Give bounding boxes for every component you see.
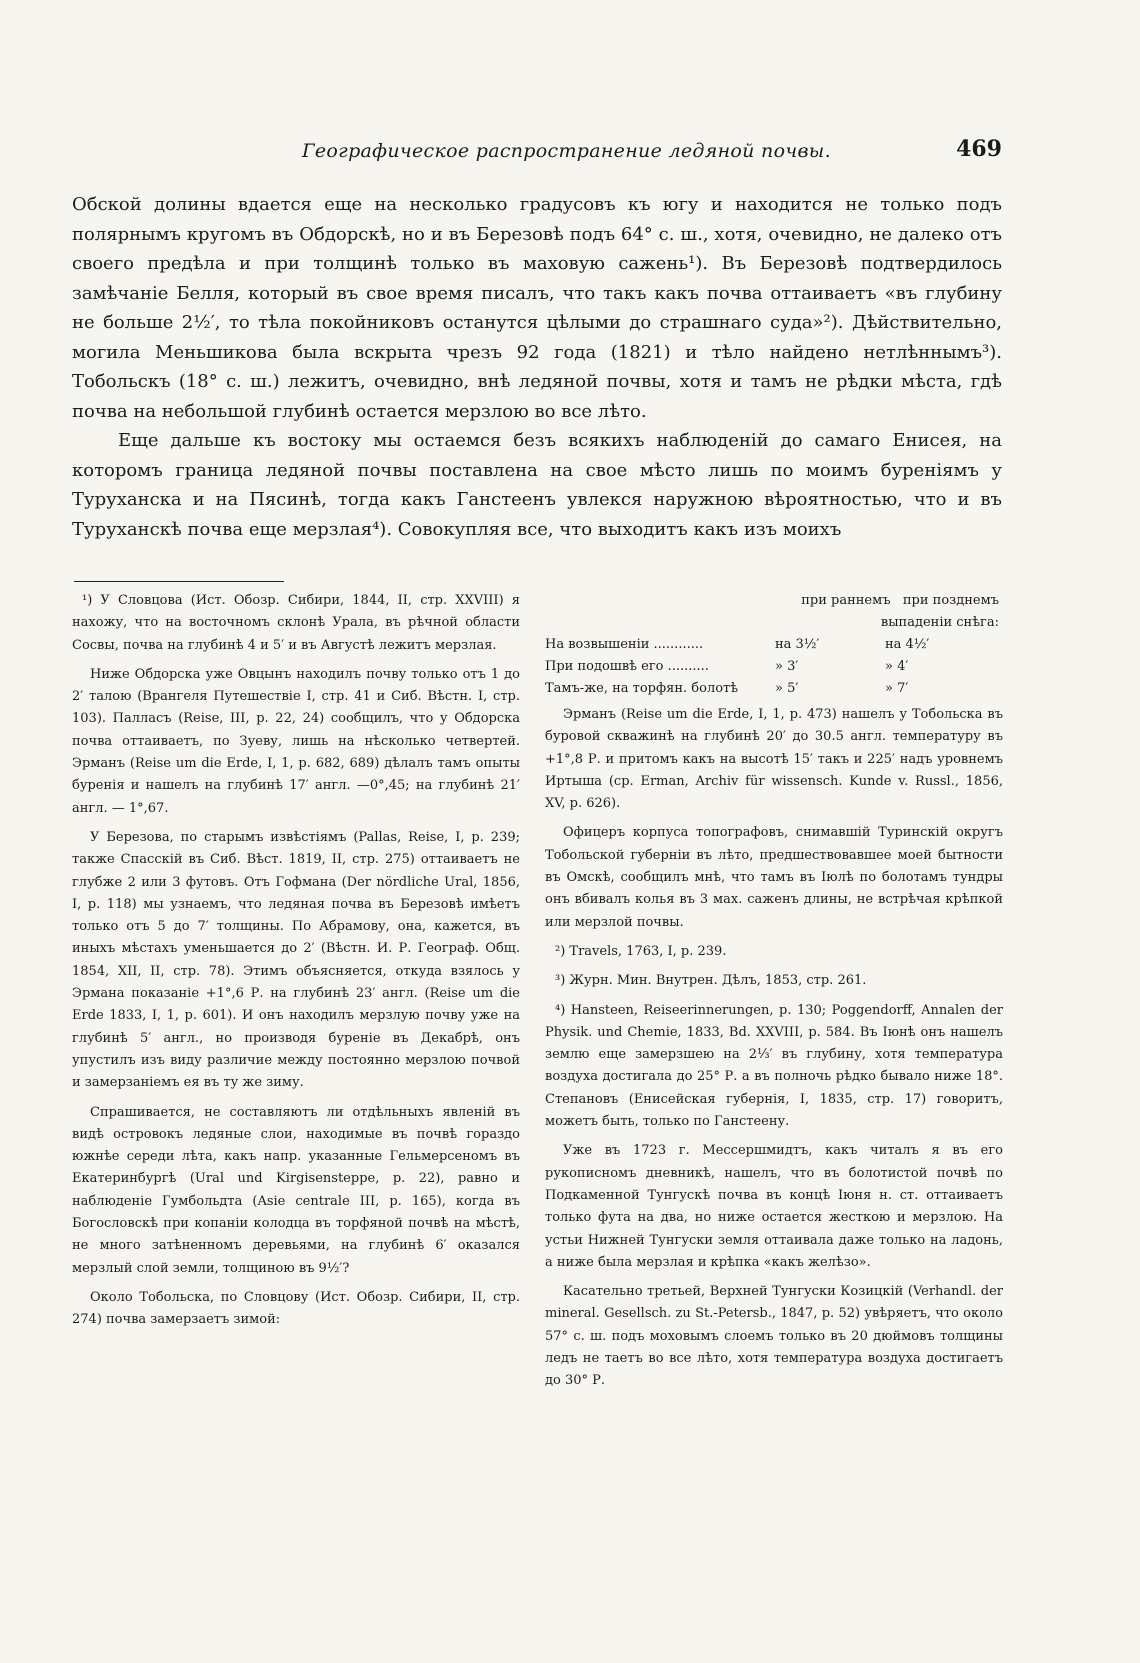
snow-table-row xyxy=(545,678,1003,700)
footnote-2: ²) Travels, 1763, I, p. 239. xyxy=(555,943,727,959)
snow-table-label: На возвышеніи ............ xyxy=(545,637,704,652)
footnotes-right-column xyxy=(545,590,1003,1400)
main-text xyxy=(72,190,1002,544)
footnote-paragraph: Ниже Обдорска уже Овцынъ находилъ почву только отъ 1 до 2′ талою (Врангеля Путешествіе I, стр. 41 и Сиб. Вѣстн. I, стр. 103). Палласъ (Reise, III, p. 22, 24) сообщилъ, что у Обдорска почва оттаиваетъ, по Зуеву, лишь на нѣсколько четвертей. Эрманъ (Reise um die Erde, I, 1, p. 682, 689) дѣлалъ тамъ опыты буренія и нашелъ на глубинѣ 17′ англ. —0°,45; на глубинѣ 21′ англ. — 1°,67. xyxy=(72,666,520,816)
footnote-1: ¹) У Словцова (Ист. Обозр. Сибири, 1844, II, стр. XXVIII) я нахожу, что на восточномъ склонѣ Урала, въ рѣчной области Сосвы, почва на глубинѣ 4 и 5′ и въ Августѣ лежитъ мерзлая. xyxy=(72,593,520,653)
footnote-divider xyxy=(74,581,284,582)
main-paragraph-1: Обской долины вдается еще на несколько градусовъ къ югу и находится не только подъ полярнымъ кругомъ въ Обдорскѣ, но и въ Березовѣ подъ 64° с. ш., хотя, очевидно, не далеко отъ своего предѣла и при толщинѣ только въ маховую сажень¹). Въ Березовѣ подтвердилось замѣчаніе Белля, который въ свое время писалъ, что такъ какъ почва оттаиваетъ «въ глубину не больше 2½′, то тѣла покойниковъ останутся цѣлыми до страшнаго суда»²). Дѣйствительно, могила Меньшикова была вскрыта чрезъ 92 года (1821) и тѣло найдено нетлѣннымъ³). Тобольскъ (18° с. ш.) лежитъ, очевидно, внѣ ледяной почвы, хотя и тамъ не рѣдки мѣста, гдѣ почва на небольшой глубинѣ остается мерзлою во все лѣто. xyxy=(72,194,1002,422)
footnote-paragraph: Офицеръ корпуса топографовъ, снимавшій Туринскій округъ Тобольской губерніи въ лѣто, предшествовавшее моей бытности въ Омскѣ, сообщилъ мнѣ, что тамъ въ Іюлѣ по болотамъ тундры онъ вбивалъ колья въ 3 мах. саженъ длины, не встрѣчая крѣпкой или мерзлой почвы. xyxy=(545,825,1003,930)
snow-table-late: » 4′ xyxy=(885,659,909,674)
page-header xyxy=(72,136,1002,170)
snow-table-late: на 4½′ xyxy=(885,637,930,652)
page-number: 469 xyxy=(956,136,1002,162)
footnote-paragraph: У Березова, по старымъ извѣстіямъ (Pallas, Reise, I, p. 239; также Спасскій въ Сиб. Вѣст. 1819, II, стр. 275) оттаиваетъ не глубже 2 или 3 футовъ. Отъ Гофмана (Der nördliche Ural, 1856, I, p. 118) мы узнаемъ, что ледяная почва въ Березовѣ имѣетъ только отъ 5 до 7′ толщины. По Абрамову, она, кажется, въ иныхъ мѣстахъ уменьшается до 2′ (Вѣстн. И. Р. Географ. Общ. 1854, XII, II, стр. 78). Этимъ объясняется, откуда взялось у Эрмана показаніе +1°,6 Р. на глубинѣ 23′ англ. (Reise um die Erde 1833, I, 1, p. 601). И онъ находилъ мерзлую почву уже на глубинѣ 5′ англ., но производя буреніе въ Декабрѣ, онъ упустилъ изъ виду различие между постоянно мерзлою почвой и замерзаніемъ ея въ ту же зиму. xyxy=(72,829,520,1091)
snow-table-early: на 3½′ xyxy=(775,637,820,652)
running-title: Географическое распространение ледяной почвы. xyxy=(302,140,831,162)
footnote-paragraph: Около Тобольска, по Словцову (Ист. Обозр. Сибири, II, стр. 274) почва замерзаетъ зимой: xyxy=(72,1289,520,1328)
snow-table-header-1: при раннемъ при позднемъ xyxy=(801,593,999,608)
snow-table-early: » 3′ xyxy=(775,659,799,674)
snow-table-late: » 7′ xyxy=(885,681,909,696)
footnote-paragraph: Касательно третьей, Верхней Тунгуски Козицкій (Verhandl. der mineral. Gesellsch. zu St.-Petersb., 1847, p. 52) увѣряетъ, что около 57° с. ш. подъ моховымъ слоемъ только въ 20 дюймовъ толщины ледъ не таетъ во все лѣто, хотя температура воздуха достигаетъ до 30° Р. xyxy=(545,1284,1003,1389)
snow-table-row xyxy=(545,656,1003,678)
footnote-paragraph: Эрманъ (Reise um die Erde, I, 1, p. 473) нашелъ у Тобольска въ буровой скважинѣ на глубинѣ 20′ до 30.5 англ. температуру въ +1°,8 Р. и притомъ какъ на высотѣ 15′ такъ и 225′ надъ уровнемъ Иртыша (ср. Erman, Archiv für wissensch. Kunde v. Russl., 1856, XV, p. 626). xyxy=(545,707,1003,812)
footnote-paragraph: Спрашивается, не составляютъ ли отдѣльныхъ явленій въ видѣ островокъ ледяные слои, находимые въ почвѣ гораздо южнѣе середи лѣта, какъ напр. указанные Гельмерсеномъ въ Екатеринбургѣ (Ural und Kirgisensteppe, p. 22), равно и наблюденіе Гумбольдта (Asie centrale III, p. 165), когда въ Богословскѣ при копаніи колодца въ торфяной почвѣ на мѣстѣ, не много затѣненномъ деревьями, на глубинѣ 6′ оказался мерзлый слой земли, толщиною въ 9½′? xyxy=(72,1104,520,1276)
snow-table-label: Тамъ-же, на торфян. болотѣ xyxy=(545,681,739,696)
snow-table-label: При подошвѣ его .......... xyxy=(545,659,709,674)
snow-table-row xyxy=(545,634,1003,656)
footnotes-left-column xyxy=(72,590,520,1339)
footnote-3: ³) Журн. Мин. Внутрен. Дѣлъ, 1853, стр. 261. xyxy=(555,973,867,989)
snow-table-early: » 5′ xyxy=(775,681,799,696)
footnote-4: ⁴) Hansteen, Reiseerinnerungen, p. 130; Poggendorff, Annalen der Physik. und Chemie, 1833, Bd. XXVIII, p. 584. Въ Іюнѣ онъ нашелъ землю еще замерзшею на 2⅓′ въ глубину, хотя температура воздуха достигала до 25° Р. а въ полночь рѣдко бывало ниже 18°. Степановъ (Енисейская губернія, I, 1835, стр. 17) говоритъ, можетъ быть, только по Ганстеену. xyxy=(545,1002,1003,1130)
main-paragraph-2: Еще дальше къ востоку мы остаемся безъ всякихъ наблюденій до самаго Енисея, на которомъ граница ледяной почвы поставлена на свое мѣсто лишь по моимъ буреніямъ у Туруханска и на Пясинѣ, тогда какъ Ганстеенъ увлекся наружною вѣроятностью, что и въ Туруханскѣ почва еще мерзлая⁴). Совокупляя все, что выходитъ какъ изъ моихъ xyxy=(72,430,1002,540)
footnote-paragraph: Уже въ 1723 г. Мессершмидтъ, какъ читалъ я въ его рукописномъ дневникѣ, нашелъ, что въ болотистой почвѣ по Подкаменной Тунгускѣ почва въ концѣ Іюня н. ст. оттаиваетъ только фута на два, но ниже остается жесткою и мерзлою. На устьи Нижней Тунгуски земля оттаивала даже только на ладонь, а ниже была мерзлая и крѣпка «какъ желѣзо». xyxy=(545,1143,1003,1270)
snow-table xyxy=(545,590,1003,700)
snow-table-header-2: выпаденіи снѣга: xyxy=(880,615,999,630)
